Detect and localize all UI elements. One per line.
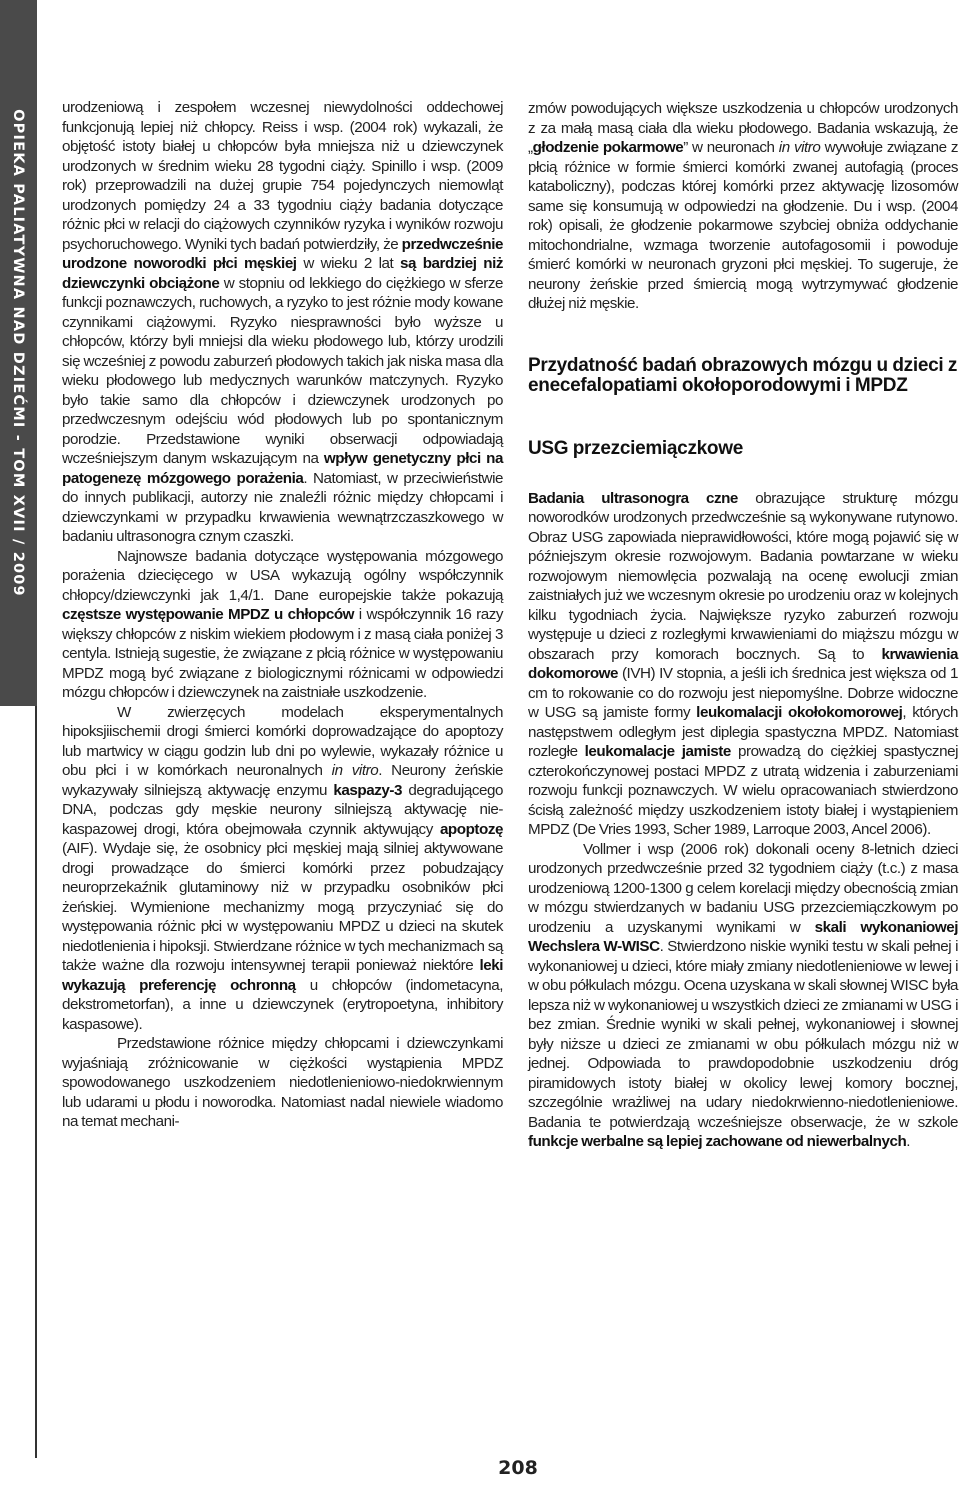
- left-column: [62, 98, 503, 1132]
- right-paragraph-1: Badania ultrasonogra czne obrazujące strukturę mózgu noworodków urodzonych przedwcześnie są wykonywane rutynowo. Obraz USG zapowiada nieprawidłowości, które mogą pojawić się w późniejszym okresie rozwojowym. Badania powtarzane w wieku rozwojowym niemowlęcia pozwalają na ocenę ewolucji zmian zaistniałych już we wczesnym okresie po urodzeniu oraz w kolejnych kilku tygodniach życia. Największe ryzyko zaburzeń rozwoju występuje u dzieci z rozległymi krwawieniami do miąższu mózgu w obszarach przy komorach bocznych. Są to krwawienia dokomorowe (IVH) IV stopnia, a jeśli ich średnica jest większa od 1 cm to rokowanie co do rozwoju jest niepomyślne. Dobrze widoczne w USG są jamiste formy leukomalacji okołokomorowej, których następstwem odległym jest diplegia spastyczna MPDZ. Natomiast rozległe leukomalacje jamiste prowadzą do ciężkiej spastycznej czterokończynowej postaci MPDZ z utratą widzenia i zaburzeniami rozwoju funkcji poznawczych. W wielu opracowaniach stwierdzono ścisłą zależność między uszkodzeniem istoty białej i wystąpieniem MPDZ (De Vries 1993, Scher 1989, Larroque 2003, Ancel 2006).: [528, 489, 958, 838]
- subsection-title: USG przezciemiączkowe: [528, 437, 743, 459]
- bold-phrase: przedwcześnie urodzone noworodki płci męskiej: [62, 235, 503, 272]
- bold-phrase: wpływ genetyczny płci na patogenezę mózgowego porażenia: [62, 450, 504, 487]
- bold-phrase: są bardziej niż dziewczynki obciążone: [62, 255, 503, 292]
- bold-phrase: częstsze występowanie MPDZ u chłopców: [62, 606, 355, 623]
- bold-phrase: krwawienia dokomorowe: [528, 645, 958, 682]
- bold-phrase: Badania ultrasonogra czne: [528, 489, 738, 507]
- journal-sidebar: [0, 0, 37, 706]
- bold-phrase: funkcje werbalne są lepiej zachowane od niewerbalnych: [528, 1133, 907, 1150]
- right-paragraph-2: Vollmer i wsp (2006 rok) dokonali oceny 8-letnich dzieci urodzonych przedwcześnie przed 32 tygodniem ciąży (t.c.) z masa urodzeniową 1200-1300 g celem korelacji między obecnością zmian w mózgu stwierdzanych w badaniu USG przezciemiączkowym po urodzeniu a uzyskanymi wynikami w skali wykonaniowej Wechslera W-WISC. Stwierdzono niskie wyniki testu w skali pełnej i wykonaniowej u dzieci, które miały zmiany niedotlenieniowe w lewej i w obu półkulach mózgu. Ocena uzyskana w skali słownej WISC była lepsza niż w wykonaniowej u wszystkich dzieci ze zmianami w USG i bez zmian. Średnie wyniki w skali pełnej, wykonaniowej i słownej były niższe u dzieci ze zmianami w obu półkulach mózgu niż w jednej. Odpowiada to prawdopodobnie uszkodzeniu dróg piramidowych istoty białej w okolicy lewej komory bocznej, szczególnie wrażliwej na udary niedokrwienno-niedotlenieniowe. Badania te potwierdzają wcześniejsze obserwacje, że w szkole funkcje werbalne są lepiej zachowane od niewerbalnych.: [528, 840, 959, 1150]
- bold-phrase: apoptozę: [439, 820, 503, 838]
- bold-phrase: skali wykonaniowej Wechslera W-WISC: [528, 918, 959, 955]
- bold-phrase: głodzenie pokarmowe: [532, 139, 684, 156]
- right-intro-paragraph: zmów powodujących większe uszkodzenia u chłopców urodzonych z za małą masą ciała dla wieku płodowego. Badania wskazują, że „głodzenie pokarmowe” w neuronach in vitro wywołuje związane z płcią różnice w formie śmierci komórki zwanej autofagią (proces kataboliczny), podczas której komórki przez aktywację lizosomów same się konsumują w odpowiedzi na głodzenie. Du i wsp. (2004 rok) opisali, że głodzenie pokarmowe szybciej obniża oddychanie mitochondrialne, wzmaga tworzenie autofagosomii i powoduje śmierć komórki w neuronach gryzoni płci męskiej. To sugeruje, że neurony żeńskie przed śmiercią mogą wytrzymywać głodzenie dłużej niż męskie.: [528, 100, 958, 312]
- italic-phrase: in vitro: [331, 762, 379, 779]
- left-paragraph-3: W zwierzęcych modelach eksperymentalnych hipoksjiischemii drogi śmierci komórki doprowadzające do apoptozy lub martwicy w ciągu godzin lub dni po wylewie, wykazały różnice u obu płci i w komórkach neuronalnych in vitro. Neurony żeńskie wykazywały silniejszą aktywację enzymu kaspazy-3 degradującego DNA, podczas gdy męskie neurony silniejszą aktywację nie-kaspazowej drogi, która obejmowała czynnik aktywujący apoptozę (AIF). Wydaje się, że osobnicy płci męskiej mają silniej aktywowane drogi prowadzące do śmierci komórki przez pobudzający neuroprzekaźnik glutaminowy niż w przypadku osobników płci żeńskiej. Wymienione mechanizmy mogą przyczyniać się do występowania różnic płci w występowaniu MPDZ u dzieci na skutek niedotlenienia i hipoksji. Stwierdzane różnice w tych mechanizmach są także ważne dla rozwoju intensywnej terapii ponieważ niektóre leki wykazują preferencję ochronną u chłopców (indometacyna, dekstrometorfan), a inne u dziewczynek (erytropoetyna, inhibitory kaspasowe).: [62, 703, 503, 1033]
- italic-phrase: in vitro: [778, 139, 821, 156]
- bold-phrase: leukomalacji okołokomorowej: [696, 704, 903, 721]
- bold-phrase: leukomalacje jamiste: [584, 743, 731, 760]
- page-number: 208: [498, 1457, 538, 1479]
- left-paragraph-1: urodzeniową i zespołem wczesnej niewydolności oddechowej funkcjonują lepiej niż chłopcy. Reiss i wsp. (2004 rok) wykazali, że objętość istoty białej u chłopców była mniejsza niż u dziewczynek urodzonych w średnim wieku 28 tygodni ciąży. Spinillo i wsp. (2009 rok) przeprowadzili na dużej grupie 754 pojedynczych niemowląt urodzonych pomiędzy 24 a 33 tygodniu ciąży badania dotyczące różnic płci w relacji do ciążowych czynników ryzyka i wyników rozwoju psychoruchowego. Wyniki tych badań potwierdziły, że przedwcześnie urodzone noworodki płci męskiej w wieku 2 lat są bardziej niż dziewczynki obciążone w stopniu od lekkiego do ciężkiego w sferze funkcji poznawczych, ruchowych, a ryzyko to jest różnie mody kowane czynnikami ciążowymi. Ryzyko niesprawności było wyższe u chłopców, którzy byli mniejsi dla wieku płodowego lub, którzy urodzili się wcześniej z powodu zaburzeń płodowych takich jak niska masa dla wieku płodowego lub medycznych warunków matczynych. Ryzyko było takie samo dla chłopców i dziewczynek urodzonych po przedwczesnym odejściu wód płodowych lub po spontanicznym porodzie. Przedstawione wyniki obserwacji odpowiadają wcześniejszym danym wskazującym na wpływ genetyczny płci na patogenezę mózgowego porażenia. Natomiast, w przeciwieństwie do innych publikacji, autorzy nie znaleźli różnic między chłopcami i dziewczynkami w przypadku krwawienia wewnątrzczaszkowego w badaniu ultrasonogra cznym czaszki.: [62, 99, 504, 545]
- right-column: [528, 99, 958, 1152]
- section-title: Przydatność badań obrazowych mózgu u dzieci z enecefalopatiami okołoporodowymi i MPDZ: [528, 354, 958, 396]
- journal-title-vertical: OPIEKA PALIATYWNA NAD DZIEĆMI - TOM XVII / 2009: [10, 109, 26, 597]
- left-paragraph-2: Najnowsze badania dotyczące występowania mózgowego porażenia dziecięcego w USA wykazują ogólny współczynnik chłopcy/dziewczynki jak 1,4/1. Dane europejskie także pokazują częstsze występowanie MPDZ u chłopców i współczynnik 16 razy większy chłopców z niskim wiekiem płodowym i z masą ciała poniżej 3 centyla. Istnieją sugestie, że związane z płcią różnice w występowaniu MPDZ mogą być związane z biologicznymi różnicami w odpowiedzi mózgu chłopców i dziewczynek na zaistniałe uszkodzenie.: [62, 547, 503, 701]
- bold-phrase: kaspazy-3: [333, 781, 402, 799]
- bold-phrase: leki wykazują preferencję ochronną: [62, 957, 503, 994]
- column-rule: [35, 706, 37, 1458]
- left-paragraph-4: Przedstawione różnice między chłopcami i dziewczynkami wyjaśniają zróżnicowanie w ciężkości wystąpienia MPDZ spowodowanego uszkodzeniem niedotlenieniowo-niedokrwiennym lub udarami u płodu i noworodka. Natomiast nadal niewiele wiadomo na temat mechani-: [62, 1035, 503, 1130]
